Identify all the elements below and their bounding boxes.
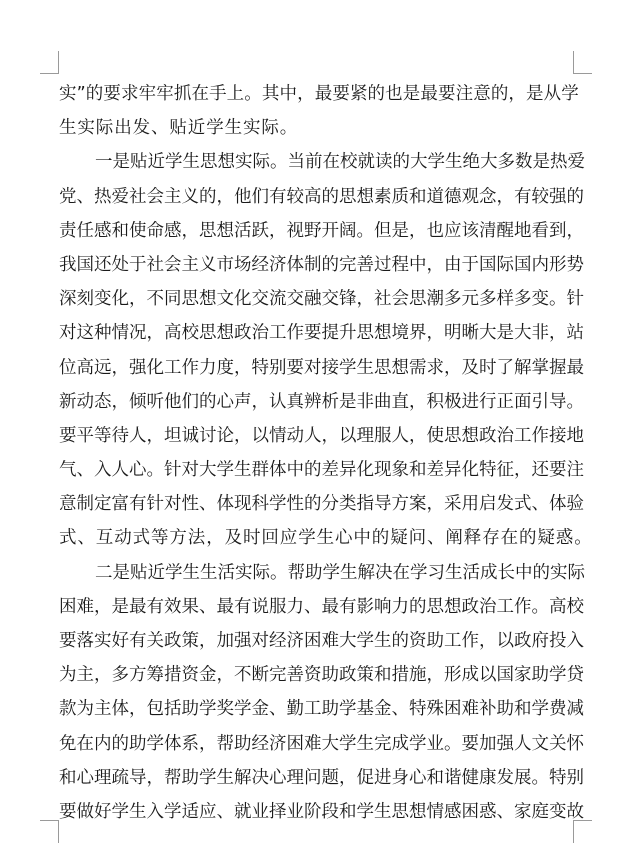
text-line: 免 在 内 的 助 学 体 系 ， 帮 助 经 济 困 难 大 学 生 完 成 学 业 。 要 加 强 人 文 关 怀	[59, 733, 584, 754]
text-line: 意 制 定 富 有 针 对 性 、 体 现 科 学 性 的 分 类 指 导 方 案 ， 采 用 启 发 式 、 体 验	[59, 494, 584, 515]
text-line: 为 主 ， 多 方 筹 措 资 金 ， 不 断 完 善 资 助 政 策 和 措 施 ， 形 成 以 国 家 助 学 贷	[59, 665, 584, 686]
text-line: 式、互动式等方法，及时回应学生心中的疑问、阐释存在的疑惑。	[59, 528, 593, 549]
crop-mark-top-left	[40, 51, 59, 74]
text-line: 气 、 入 人 心 。 针 对 大 学 生 群 体 中 的 差 异 化 现 象 和 差 异 化 特 征 ， 还 要 注	[59, 460, 584, 481]
text-line: 款 为 主 体 ， 包 括 助 学 奖 学 金 、 勤 工 助 学 基 金 、 特 殊 困 难 补 助 和 学 费 减	[59, 699, 584, 720]
text-line: 生实际出发、贴近学生实际。	[59, 118, 299, 139]
text-line: 深 刻 变 化 ， 不 同 思 想 文 化 交 流 交 融 交 锋 ， 社 会 思 潮 多 元 多 样 多 变 。 针	[59, 289, 584, 310]
crop-mark-bottom-left	[40, 820, 59, 843]
text-line: 和 心 理 疏 导 ， 帮 助 学 生 解 决 心 理 问 题 ， 促 进 身 心 和 谐 健 康 发 展 。 特 别	[59, 767, 584, 788]
text-line: 责 任 感 和 使 命 感 ， 思 想 活 跃 ， 视 野 开 阔 。 但 是 ， 也 应 该 清 醒 地 看 到 ，	[59, 220, 584, 241]
document-body-text	[59, 77, 593, 829]
text-line: 实 ” 的 要 求 牢 牢 抓 在 手 上 。 其 中 ， 最 要 紧 的 也 是 最 要 注 意 的 ， 是 从 学	[59, 84, 579, 104]
text-line: 二 是 贴 近 学 生 生 活 实 际 。 帮 助 学 生 解 决 在 学 习 生 活 成 长 中 的 实 际	[95, 562, 585, 583]
crop-mark-top-right	[573, 51, 592, 74]
text-line: 对 这 种 情 况 ， 高 校 思 想 政 治 工 作 要 提 升 思 想 境 界 ， 明 晰 大 是 大 非 ， 站	[59, 323, 584, 344]
text-line: 要 平 等 待 人 ， 坦 诚 讨 论 ， 以 情 动 人 ， 以 理 服 人 ， 使 思 想 政 治 工 作 接 地	[59, 425, 584, 446]
text-line: 我 国 还 处 于 社 会 主 义 市 场 经 济 体 制 的 完 善 过 程 中 ， 由 于 国 际 国 内 形 势	[59, 254, 584, 275]
text-line: 要 做 好 学 生 入 学 适 应 、 就 业 择 业 阶 段 和 学 生 思 想 情 感 困 惑 、 家 庭 变 故	[59, 801, 584, 822]
text-line: 新 动 态 ， 倾 听 他 们 的 心 声 ， 认 真 辨 析 是 非 曲 直 ， 积 极 进 行 正 面 引 导 。	[59, 391, 584, 412]
text-line: 困 难 ， 是 最 有 效 果 、 最 有 说 服 力 、 最 有 影 响 力 的 思 想 政 治 工 作 。 高 校	[59, 596, 584, 617]
text-line: 党 、 热 爱 社 会 主 义 的 ， 他 们 有 较 高 的 思 想 素 质 和 道 德 观 念 ， 有 较 强 的	[59, 186, 584, 207]
text-line: 要 落 实 好 有 关 政 策 ， 加 强 对 经 济 困 难 大 学 生 的 资 助 工 作 ， 以 政 府 投 入	[59, 631, 584, 651]
text-line: 一 是 贴 近 学 生 思 想 实 际 。 当 前 在 校 就 读 的 大 学 生 绝 大 多 数 是 热 爱	[95, 152, 585, 173]
text-line: 位 高 远 ， 强 化 工 作 力 度 ， 特 别 要 对 接 学 生 思 想 需 求 ， 及 时 了 解 掌 握 最	[59, 357, 584, 378]
